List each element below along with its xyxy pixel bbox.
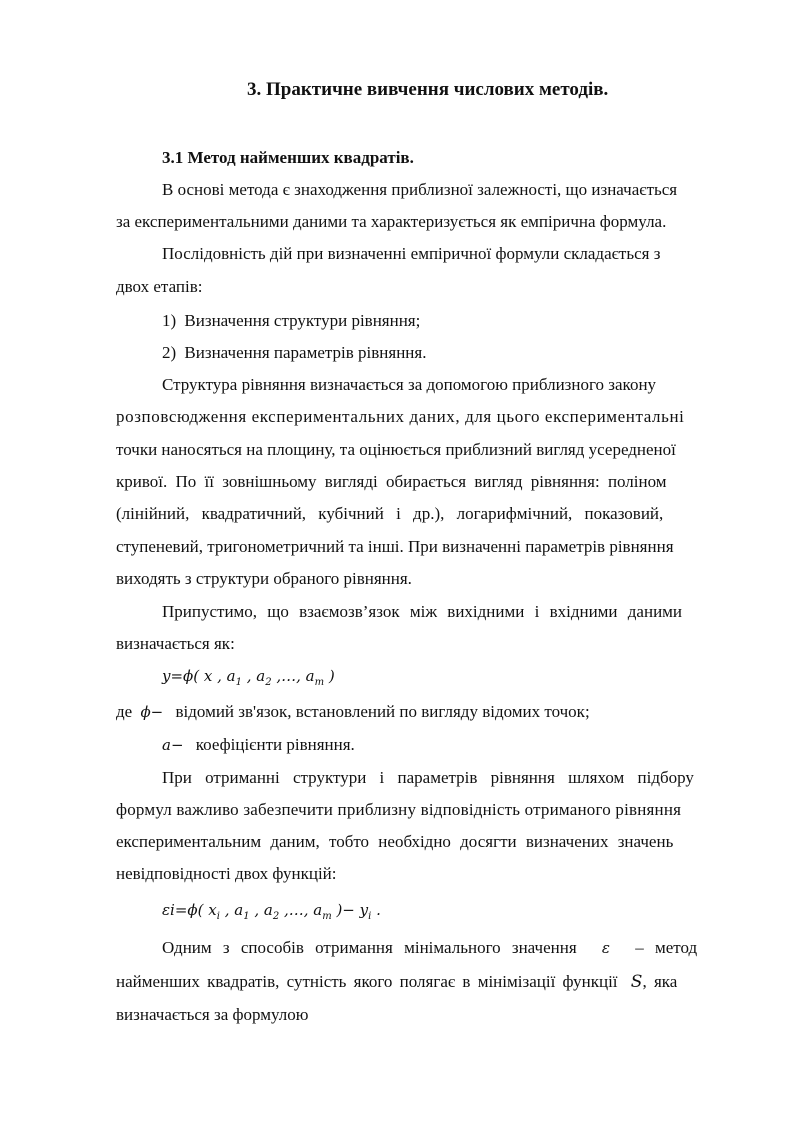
list-item-text: Визначення параметрів рівняння. bbox=[184, 343, 427, 362]
list-item bbox=[162, 343, 426, 363]
paragraph-6-text: найменших квадратів, сутність якого полягає в мінімізації функції bbox=[116, 972, 618, 991]
paragraph-4-line-2: визначається як: bbox=[116, 634, 235, 653]
paragraph-6-line-2 bbox=[116, 972, 677, 992]
paragraph-2-line-1: Послідовність дій при визначенні емпіричної формули складається з bbox=[162, 244, 661, 263]
formula-1 bbox=[162, 666, 335, 686]
paragraph-2-line-2: двох етапів: bbox=[116, 277, 203, 296]
paragraph-4-line-1: Припустимо, що взаємозв’язок між вихідними і вхідними даними bbox=[162, 602, 683, 621]
formula-2-text: εi=ϕ( $x_i$ , $a_1$ , $a_2$ ,…, $a_m$ )− $y_i$ . bbox=[162, 901, 381, 922]
paragraph-3-line-1 bbox=[162, 375, 742, 395]
definition-text: відомий зв'язок, встановлений по вигляду відомих точок; bbox=[175, 702, 590, 721]
epsilon-symbol: ε bbox=[601, 939, 610, 957]
paragraph-3-line-7: виходять з структури обраного рівняння. bbox=[116, 569, 412, 588]
paragraph-5-line-2: формул важливо забезпечити приблизну відповідність отриманого рівняння bbox=[116, 800, 682, 819]
paragraph-6-text: Одним з способів отримання мінімального значення bbox=[162, 938, 577, 957]
list-item-number: 2) bbox=[162, 343, 177, 362]
paragraph-3-line-5: (лінійний, квадратичний, кубічний і др.), логарифмічний, показовий, bbox=[116, 504, 664, 523]
paragraph-6-text: – метод bbox=[635, 938, 698, 957]
formula-1-text: y=ϕ( x , $a_1$ , $a_2$ ,…, $a_m$ ) bbox=[162, 667, 335, 688]
paragraph-1-line-2: за експериментальними даними та характеризується як емпірична формула. bbox=[116, 212, 667, 231]
section-heading: 3.1 Метод найменших квадратів. bbox=[162, 148, 414, 167]
paragraph-3-line-2: розповсюдження експериментальних даних, для цього експериментальні bbox=[116, 407, 685, 426]
s-symbol: S bbox=[630, 972, 643, 992]
a-symbol: a− bbox=[162, 736, 184, 754]
paragraph-1-line-1: В основі метода є знаходження приблизної залежності, що изначається bbox=[162, 180, 678, 199]
paragraph-6-line-1 bbox=[162, 938, 697, 958]
paragraph-3-line-3: точки наносяться на площину, та оцінюється приблизний вигляд усередненої bbox=[116, 440, 676, 459]
definition-phi bbox=[116, 702, 590, 722]
paragraph-6-line-3: визначається за формулою bbox=[116, 1005, 309, 1024]
paragraph-3-text: Структура рівняння визначається за допомогою приблизного закону bbox=[162, 375, 657, 394]
definition-prefix: де bbox=[116, 702, 133, 721]
list-item-text: Визначення структури рівняння; bbox=[184, 311, 421, 330]
list-item bbox=[162, 311, 420, 331]
definition-a bbox=[162, 735, 355, 755]
page-title: 3. Практичне вивчення числових методів. bbox=[247, 79, 609, 100]
formula-2 bbox=[162, 900, 381, 920]
paragraph-3-line-6: ступеневий, тригонометричний та інші. При визначенні параметрів рівняння bbox=[116, 537, 674, 556]
paragraph-5-line-1: При отриманні структури і параметрів рівняння шляхом підбору bbox=[162, 768, 694, 787]
paragraph-5-line-3: експериментальним даним, тобто необхідно досягти визначених значень bbox=[116, 832, 674, 851]
list-item-number: 1) bbox=[162, 311, 177, 330]
phi-symbol: ϕ− bbox=[140, 703, 164, 721]
paragraph-6-text: , яка bbox=[642, 972, 678, 991]
paragraph-3-line-4: кривої. По її зовнішньому вигляді обирається вигляд рівняння: поліном bbox=[116, 472, 667, 491]
definition-text: коефіцієнти рівняння. bbox=[195, 735, 355, 754]
paragraph-5-line-4: невідповідності двох функцій: bbox=[116, 864, 337, 883]
